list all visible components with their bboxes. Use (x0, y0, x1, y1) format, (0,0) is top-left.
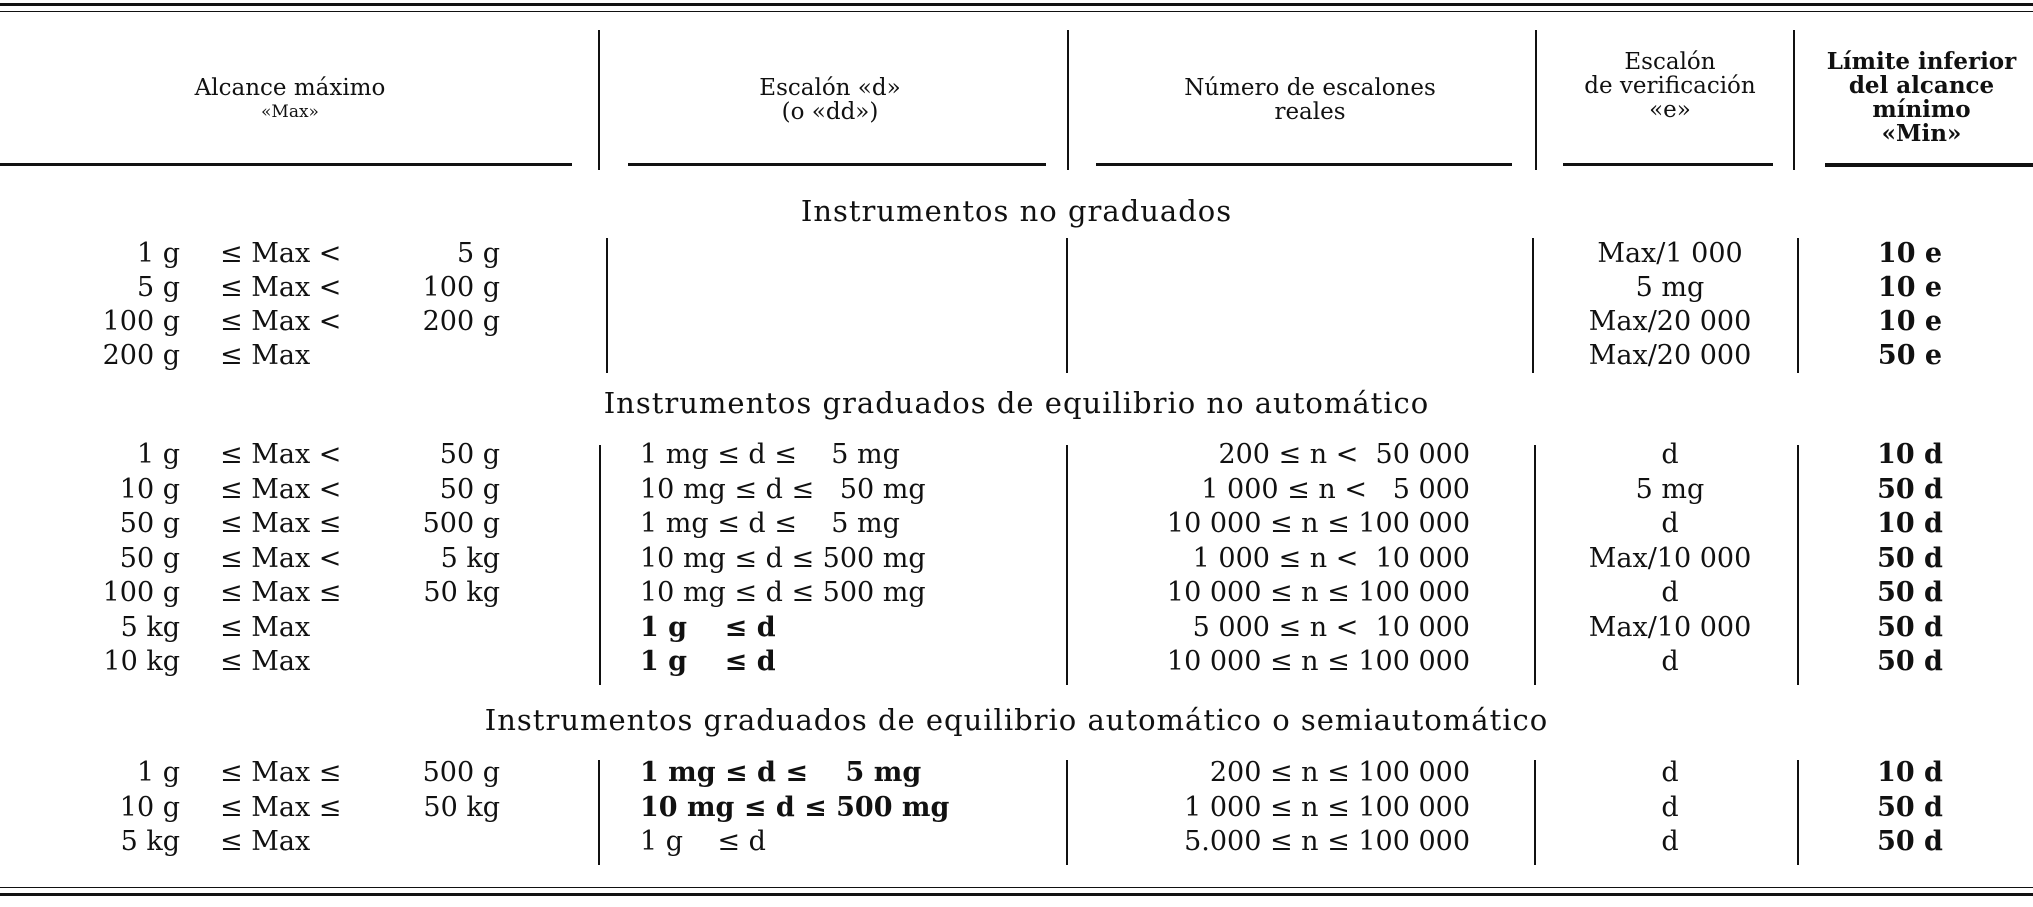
cell-max-rel: ≤ Max ≤ (220, 792, 342, 823)
cell-max-high: 500 g (422, 757, 500, 788)
header-d-line1: Escalón «d» (759, 75, 901, 101)
cell-d: 10 mg ≤ d ≤ 500 mg (640, 577, 926, 608)
cell-min: 10 d (1877, 439, 1943, 470)
column-separator (599, 445, 601, 685)
cell-min: 10 e (1877, 306, 1943, 337)
cell-max-low: 100 g (102, 577, 180, 608)
cell-max-low: 100 g (102, 306, 180, 337)
column-separator (598, 760, 600, 865)
header-max-line1: Alcance máximo (194, 75, 386, 101)
cell-max-rel: ≤ Max < (220, 306, 342, 337)
header-e (1560, 50, 1780, 122)
header-separator (598, 30, 600, 170)
cell-max-high: 100 g (422, 272, 500, 303)
cell-max-low: 10 g (119, 474, 180, 505)
header-min (1810, 50, 2033, 146)
column-separator (1532, 238, 1534, 373)
cell-max-rel: ≤ Max (220, 646, 311, 677)
cell-max-rel: ≤ Max (220, 612, 311, 643)
cell-max-rel: ≤ Max (220, 826, 311, 857)
header-d-line2: (o «dd») (781, 99, 879, 125)
cell-d: 1 mg ≤ d ≤ 5 mg (640, 439, 900, 470)
cell-e: Max/20 000 (1588, 306, 1752, 337)
cell-max-high: 5 g (456, 238, 500, 269)
section-title-no-graduados: Instrumentos no graduados (800, 194, 1233, 228)
cell-max-rel: ≤ Max < (220, 439, 342, 470)
cell-max-high: 50 g (439, 474, 500, 505)
cell-e: Max/10 000 (1588, 543, 1752, 574)
cell-max-low: 5 g (136, 272, 180, 303)
header-n-line1: Número de escalones (1184, 75, 1436, 101)
header-e-line3: «e» (1649, 97, 1691, 123)
cell-max-low: 1 g (136, 238, 180, 269)
header-underline (1096, 163, 1512, 166)
cell-e: 5 mg (1635, 474, 1705, 505)
column-separator (1066, 238, 1068, 373)
header-underline (1563, 163, 1773, 166)
cell-max-low: 5 kg (120, 612, 180, 643)
cell-e: d (1661, 646, 1679, 677)
cell-n: 10 000 ≤ n ≤ 100 000 (1166, 646, 1470, 677)
cell-e: 5 mg (1635, 272, 1705, 303)
cell-max-rel: ≤ Max < (220, 543, 342, 574)
header-min-line3: mínimo (1872, 96, 1971, 123)
cell-d: 10 mg ≤ d ≤ 50 mg (640, 474, 926, 505)
cell-n: 5.000 ≤ n ≤ 100 000 (1184, 826, 1470, 857)
header-n-line2: reales (1274, 99, 1346, 125)
cell-d: 10 mg ≤ d ≤ 500 mg (640, 543, 926, 574)
header-underline (1825, 163, 2033, 167)
header-d (610, 76, 1050, 124)
cell-min: 50 d (1877, 612, 1943, 643)
cell-d: 1 g ≤ d (640, 646, 776, 677)
column-separator (1797, 238, 1799, 373)
cell-max-high: 500 g (422, 508, 500, 539)
cell-max-rel: ≤ Max ≤ (220, 577, 342, 608)
cell-min: 50 d (1877, 826, 1943, 857)
cell-max-low: 1 g (136, 439, 180, 470)
cell-max-high: 50 g (439, 439, 500, 470)
column-separator (1797, 445, 1799, 685)
cell-n: 5 000 ≤ n < 10 000 (1192, 612, 1470, 643)
cell-e: Max/10 000 (1588, 612, 1752, 643)
column-separator (1066, 445, 1068, 685)
cell-max-low: 50 g (119, 508, 180, 539)
cell-e: d (1661, 577, 1679, 608)
cell-max-rel: ≤ Max < (220, 474, 342, 505)
cell-e: d (1661, 757, 1679, 788)
cell-min: 50 e (1877, 340, 1943, 371)
bottom-rule (0, 893, 2033, 896)
cell-min: 10 e (1877, 272, 1943, 303)
header-min-line2: del alcance (1848, 72, 1995, 99)
column-separator (1066, 760, 1068, 865)
cell-n: 200 ≤ n < 50 000 (1218, 439, 1470, 470)
header-min-line1: Límite inferior (1826, 48, 2017, 75)
cell-max-rel: ≤ Max ≤ (220, 508, 342, 539)
cell-n: 10 000 ≤ n ≤ 100 000 (1166, 577, 1470, 608)
column-separator (1797, 760, 1799, 865)
cell-min: 50 d (1877, 543, 1943, 574)
section-title-no-automatico: Instrumentos graduados de equilibrio no automático (603, 386, 1430, 420)
cell-max-high: 5 kg (440, 543, 500, 574)
cell-min: 50 d (1877, 792, 1943, 823)
cell-min: 10 d (1877, 757, 1943, 788)
header-separator (1793, 30, 1795, 170)
top-rule-thin (0, 11, 2033, 12)
header-max-line2: «Max» (261, 102, 319, 122)
cell-d: 10 mg ≤ d ≤ 500 mg (640, 792, 950, 823)
cell-max-low: 10 g (119, 792, 180, 823)
cell-e: d (1661, 826, 1679, 857)
cell-min: 50 d (1877, 646, 1943, 677)
header-n (1080, 76, 1540, 124)
cell-max-rel: ≤ Max < (220, 238, 342, 269)
top-rule (0, 3, 2033, 6)
cell-max-rel: ≤ Max (220, 340, 311, 371)
cell-max-low: 1 g (136, 757, 180, 788)
cell-min: 10 d (1877, 508, 1943, 539)
cell-max-low: 200 g (102, 340, 180, 371)
column-separator (1534, 760, 1536, 865)
section-title-automatico: Instrumentos graduados de equilibrio automático o semiautomático (484, 703, 1549, 737)
cell-min: 50 d (1877, 474, 1943, 505)
cell-d: 1 mg ≤ d ≤ 5 mg (640, 757, 922, 788)
cell-max-high: 50 kg (423, 792, 500, 823)
cell-d: 1 g ≤ d (640, 826, 766, 857)
cell-min: 10 e (1877, 238, 1943, 269)
header-separator (1535, 30, 1537, 170)
cell-max-rel: ≤ Max < (220, 272, 342, 303)
cell-max-low: 10 kg (103, 646, 180, 677)
cell-e: d (1661, 439, 1679, 470)
cell-max-low: 50 g (119, 543, 180, 574)
cell-max-high: 200 g (422, 306, 500, 337)
bottom-rule-thin (0, 887, 2033, 888)
cell-n: 1 000 ≤ n < 10 000 (1192, 543, 1470, 574)
cell-max-low: 5 kg (120, 826, 180, 857)
column-separator (1534, 445, 1536, 685)
cell-d: 1 mg ≤ d ≤ 5 mg (640, 508, 900, 539)
cell-max-high: 50 kg (423, 577, 500, 608)
header-separator (1067, 30, 1069, 170)
cell-n: 1 000 ≤ n ≤ 100 000 (1184, 792, 1470, 823)
cell-e: d (1661, 792, 1679, 823)
column-separator (606, 238, 608, 373)
cell-n: 1 000 ≤ n < 5 000 (1201, 474, 1470, 505)
header-e-line1: Escalón (1624, 49, 1716, 75)
cell-e: d (1661, 508, 1679, 539)
header-e-line2: de verificación (1584, 73, 1756, 99)
header-min-line4: «Min» (1881, 120, 1962, 147)
cell-n: 200 ≤ n ≤ 100 000 (1209, 757, 1470, 788)
header-underline (0, 163, 572, 166)
cell-n: 10 000 ≤ n ≤ 100 000 (1166, 508, 1470, 539)
header-max (0, 76, 580, 124)
cell-e: Max/1 000 (1597, 238, 1743, 269)
cell-e: Max/20 000 (1588, 340, 1752, 371)
cell-d: 1 g ≤ d (640, 612, 776, 643)
header-underline (628, 163, 1046, 166)
cell-max-rel: ≤ Max ≤ (220, 757, 342, 788)
cell-min: 50 d (1877, 577, 1943, 608)
